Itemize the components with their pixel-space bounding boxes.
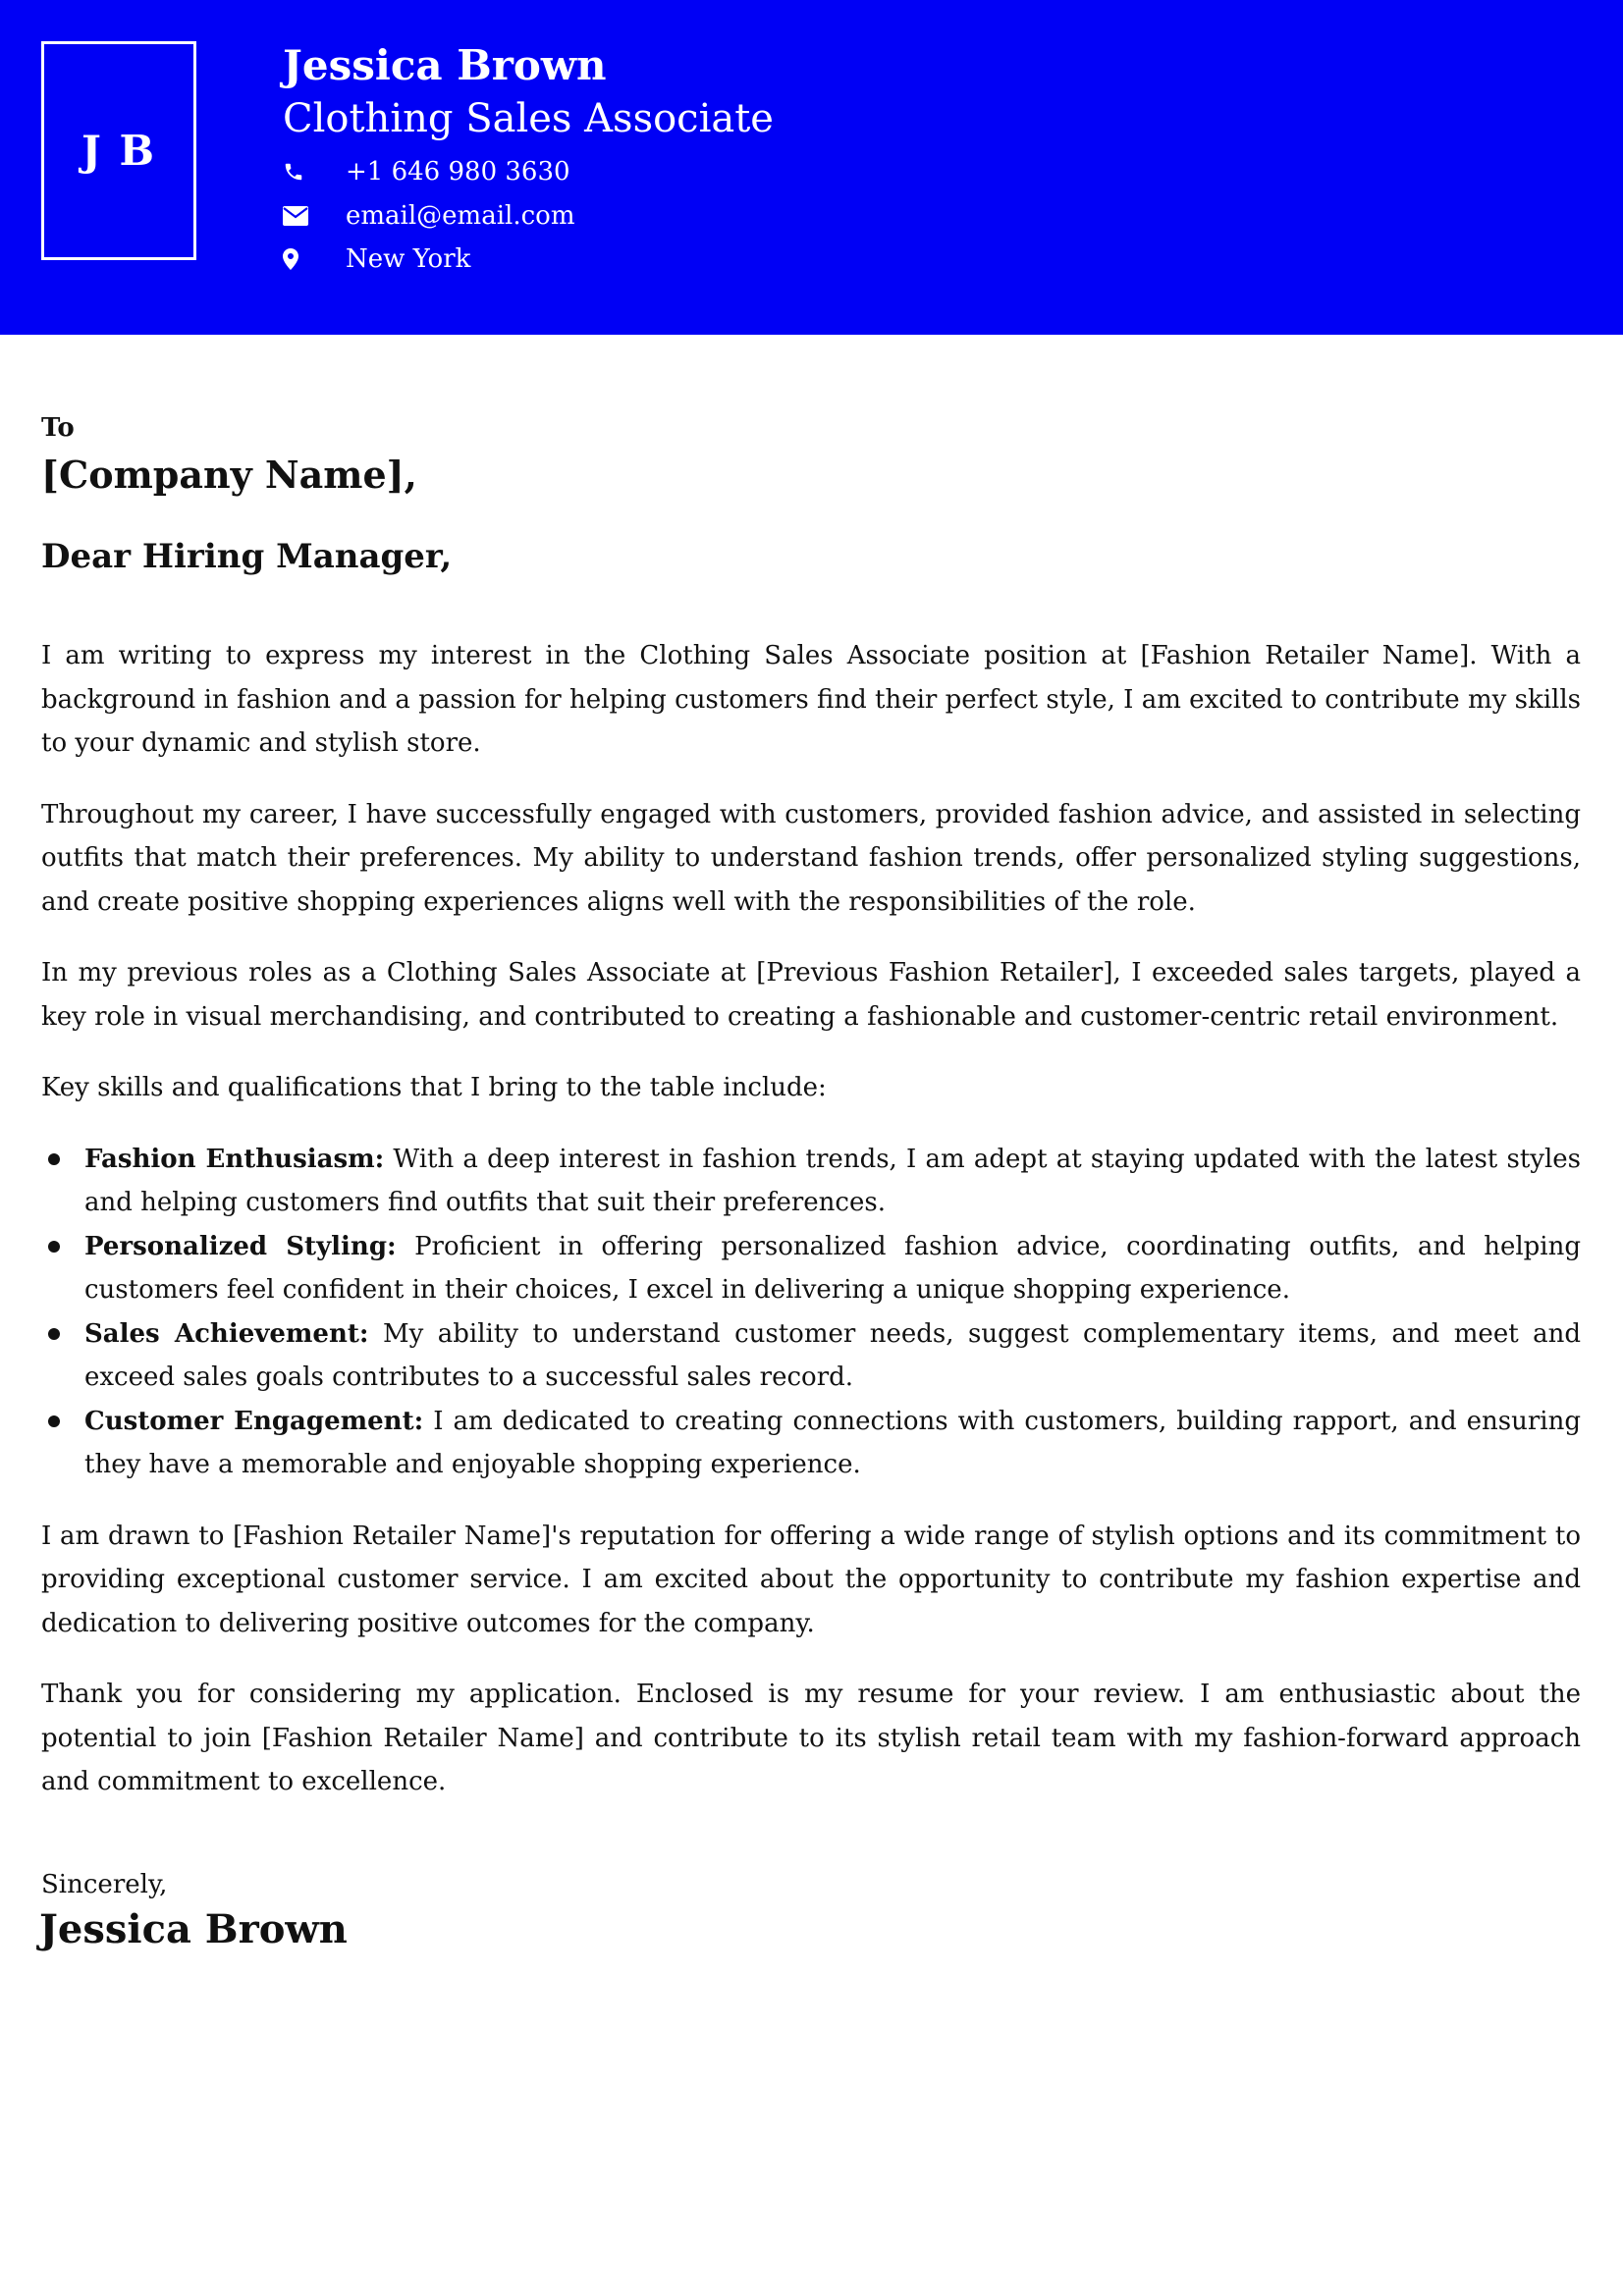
- letter-body: [41, 634, 1581, 1832]
- location-pin-icon: [283, 248, 346, 270]
- paragraph-company-interest: I am drawn to [Fashion Retailer Name]'s reputation for offering a wide range of stylish options and its commitment to providing exceptional customer service. I am excited about the opportunity to contribute my fashion expertise and dedication to delivering positive outcomes for the company.: [41, 1521, 1581, 1638]
- sign-off: Sincerely,: [41, 1870, 168, 1899]
- skill-text: With a deep interest in fashion trends, I am adept at staying updated with the latest styles and helping customers find outfits that suit their preferences.: [84, 1144, 1581, 1217]
- list-item: [84, 1225, 1581, 1312]
- salutation: Dear Hiring Manager,: [41, 537, 453, 576]
- skill-text: I am dedicated to creating connections with customers, building rapport, and ensuring they have a memorable and enjoyable shopping experience.: [84, 1406, 1581, 1479]
- list-item: [84, 1312, 1581, 1400]
- location-text: New York: [346, 244, 471, 274]
- paragraph-intro: I am writing to express my interest in the Clothing Sales Associate position at [Fashion Retailer Name]. With a background in fashion and a passion for helping customers find their perfect style, I am excited to contribute my skills to your dynamic and stylish store.: [41, 641, 1581, 758]
- phone-icon: [283, 161, 346, 183]
- email-text: email@email.com: [346, 201, 575, 231]
- to-label: To: [41, 413, 75, 443]
- paragraph-skills-intro: Key skills and qualifications that I bring to the table include:: [41, 1073, 827, 1102]
- skills-list: [41, 1138, 1581, 1487]
- applicant-name: Jessica Brown: [283, 41, 607, 89]
- contact-phone: [283, 152, 570, 191]
- signature-name: Jessica Brown: [39, 1906, 348, 1952]
- skill-title: Personalized Styling:: [84, 1231, 397, 1261]
- job-title: Clothing Sales Associate: [283, 96, 774, 141]
- skill-text: My ability to understand customer needs, suggest complementary items, and meet and exceed sales goals contributes to a successful sales record.: [84, 1318, 1582, 1392]
- paragraph-previous-roles: In my previous roles as a Clothing Sales Associate at [Previous Fashion Retailer], I exceeded sales targets, played a key role in visual merchandising, and contributed to creating a fashionable and customer-centric retail environment.: [41, 958, 1581, 1032]
- skill-title: Customer Engagement:: [84, 1406, 424, 1436]
- paragraph-career: Throughout my career, I have successfully engaged with customers, provided fashion advice, and assisted in selecting outfits that match their preferences. My ability to understand fashion trends, offer personalized styling suggestions, and create positive shopping experiences aligns well with the responsibilities of the role.: [41, 799, 1581, 917]
- skill-text: Proficient in offering personalized fashion advice, coordinating outfits, and helping customers feel confident in their choices, I excel in delivering a unique shopping experience.: [84, 1231, 1581, 1305]
- contact-email: [283, 196, 574, 236]
- phone-text: +1 646 980 3630: [346, 157, 570, 187]
- skill-title: Sales Achievement:: [84, 1318, 369, 1349]
- list-item: [84, 1138, 1581, 1225]
- list-item: [84, 1400, 1581, 1487]
- paragraph-thank-you: Thank you for considering my application. Enclosed is my resume for your review. I am enthusiastic about the potential to join [Fashion Retailer Name] and contribute to its stylish retail team with my fashion-forward approach and commitment to excellence.: [41, 1680, 1581, 1796]
- monogram-box: J B: [41, 41, 196, 260]
- skill-title: Fashion Enthusiasm:: [84, 1144, 385, 1174]
- company-name: [Company Name],: [41, 453, 417, 497]
- header-banner: [0, 0, 1623, 335]
- envelope-icon: [283, 206, 346, 226]
- contact-location: [283, 240, 470, 279]
